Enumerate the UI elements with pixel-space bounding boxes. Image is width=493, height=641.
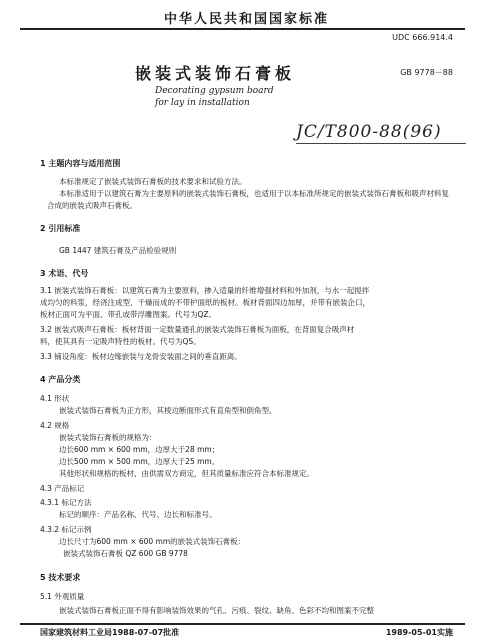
clause-4-2-para: 边长600 mm × 600 mm，边厚大于28 mm；	[59, 445, 220, 454]
clause-4-2-para: 边长500 mm × 500 mm，边厚大于25 mm。	[59, 457, 220, 466]
clause-4-3-2: 4.3.2 标记示例	[40, 525, 92, 534]
clause-4-2-para: 嵌装式装饰石膏板的规格为：	[59, 433, 157, 442]
clause-4-1: 4.1 形状	[40, 394, 70, 403]
clause-3-1: 板材正面可为平面、带孔或带浮雕图案。代号为QZ。	[40, 310, 217, 319]
udc-code: UDC 666.914.4	[392, 33, 453, 42]
section-3-heading: 3 术语、代号	[40, 269, 89, 278]
header-rule	[20, 28, 465, 30]
section-1-para: 本标准适用于以建筑石膏为主要原料的嵌装式装饰石膏板，也适用于以本标准所规定的嵌装式装饰石膏板和吸声材料复	[59, 189, 449, 198]
clause-4-3-2-para: 边长尺寸为600 mm × 600 mm的嵌装式装饰石膏板：	[59, 537, 246, 546]
footer-rule	[20, 623, 465, 625]
approval-date: 国家建筑材料工业局1988-07-07批准	[40, 628, 180, 637]
document-title: 嵌装式装饰石膏板	[135, 64, 296, 83]
handwritten-note: JC/T800-88(96)	[296, 122, 442, 142]
clause-3-1: 成均匀的料浆，经浇注成型、干燥而成的不带护面纸的板材。板材背面四边加厚，并带有嵌装企口，	[40, 298, 370, 307]
clause-3-2: 3.2 嵌装式吸声石膏板：板材背面一定数量通孔的嵌装式装饰石膏板为面板，在背面复合吸声材	[40, 325, 355, 334]
section-2-para: GB 1447 建筑石膏及产品检验规则	[59, 246, 177, 255]
standard-title: 中华人民共和国国家标准	[163, 12, 329, 27]
clause-5-1-para: 嵌装式装饰石膏板正面不得有影响装饰效果的气孔、污痕、裂纹、缺角、色彩不均和图案不完整	[59, 606, 374, 615]
clause-4-3-2-example: 嵌装式装饰石膏板 QZ 600 GB 9778	[63, 549, 188, 558]
clause-4-2: 4.2 规格	[40, 421, 70, 430]
gb-number: GB 9778－88	[400, 68, 453, 77]
implementation-date: 1989-05-01实施	[385, 628, 453, 637]
section-1-para: 合成的嵌装式吸声石膏板。	[47, 201, 137, 210]
clause-4-3-1: 4.3.1 标记方法	[40, 498, 92, 507]
section-5-heading: 5 技术要求	[40, 573, 81, 582]
section-2-heading: 2 引用标准	[40, 224, 81, 233]
clause-3-1: 3.1 嵌装式装饰石膏板：以建筑石膏为主要原料，掺入适量的纤维增强材料和外加剂，与水一起搅拌	[40, 286, 370, 295]
section-4-heading: 4 产品分类	[40, 375, 81, 384]
clause-4-1-para: 嵌装式装饰石膏板为正方形，其棱边断面形式有直角型和倒角型。	[59, 406, 277, 415]
clause-3-2: 料，使其具有一定吸声特性的板材。代号为QS。	[40, 337, 201, 346]
english-title-line-2: for lay in installation	[155, 98, 250, 108]
section-1-para: 本标准规定了嵌装式装饰石膏板的技术要求和试验方法。	[59, 177, 247, 186]
clause-4-2-para: 其他形状和规格的板材，由供需双方商定，但其质量标准应符合本标准规定。	[59, 469, 314, 478]
section-1-heading: 1 主题内容与适用范围	[40, 159, 121, 168]
clause-4-3: 4.3 产品标记	[40, 484, 85, 493]
handwritten-underline	[296, 143, 466, 144]
english-title-line-1: Decorating gypsum board	[155, 86, 274, 96]
clause-3-3: 3.3 铺设角度：板材边缘嵌装与龙骨安装面之间的垂直距离。	[40, 352, 242, 361]
clause-5-1: 5.1 外观质量	[40, 592, 85, 601]
clause-4-3-1-para: 标记的顺序：产品名称、代号、边长和标准号。	[59, 510, 217, 519]
